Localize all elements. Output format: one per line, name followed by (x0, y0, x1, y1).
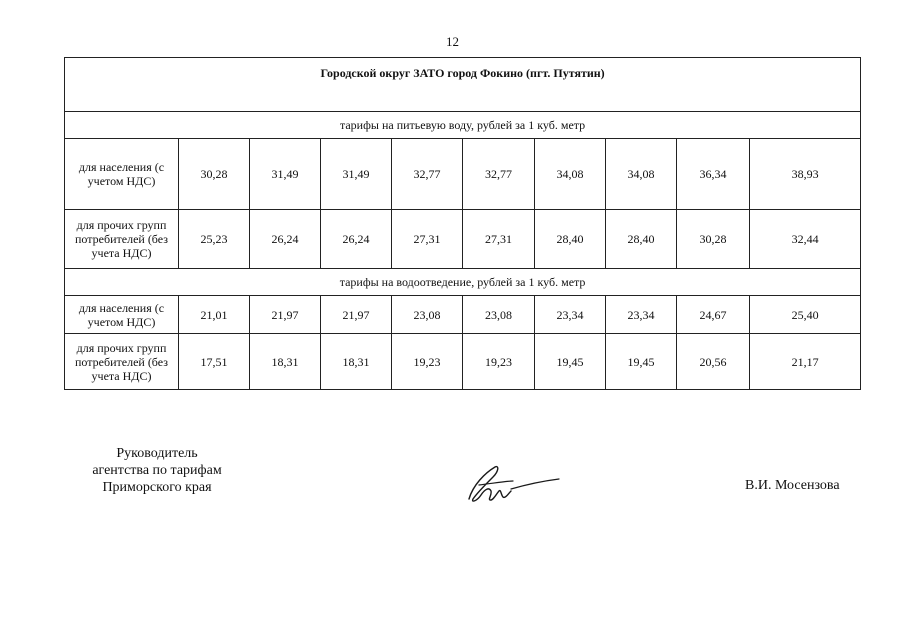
table-cell: 21,97 (321, 296, 392, 334)
table-row (65, 210, 861, 269)
table-cell: 26,24 (321, 210, 392, 269)
table-cell: 26,24 (250, 210, 321, 269)
signatory-title-line: агентства по тарифам (92, 463, 222, 478)
signatory-title-line: Руководитель (116, 446, 198, 461)
table-cell: 25,40 (750, 296, 861, 334)
table-cell: 24,67 (677, 296, 750, 334)
table-cell: 23,08 (463, 296, 535, 334)
section-heading-row (65, 112, 861, 139)
table-cell: 27,31 (392, 210, 463, 269)
table-cell: 32,44 (750, 210, 861, 269)
row-label: для прочих групп потребителей (без учета НДС) (65, 210, 179, 269)
table-cell: 34,08 (535, 139, 606, 210)
table-cell: 18,31 (250, 334, 321, 390)
table-cell: 21,17 (750, 334, 861, 390)
section-heading-wastewater: тарифы на водоотведение, рублей за 1 куб. метр (65, 269, 861, 296)
section-heading-row (65, 269, 861, 296)
table-cell: 34,08 (606, 139, 677, 210)
table-cell: 36,34 (677, 139, 750, 210)
table-cell: 32,77 (392, 139, 463, 210)
signatory-title-line: Приморского края (102, 480, 212, 495)
table-row (65, 296, 861, 334)
table-cell: 32,77 (463, 139, 535, 210)
table-cell: 27,31 (463, 210, 535, 269)
table-cell: 25,23 (179, 210, 250, 269)
table-row (65, 334, 861, 390)
row-label: для прочих групп потребителей (без учета НДС) (65, 334, 179, 390)
table-cell: 19,23 (463, 334, 535, 390)
table-title: Городской округ ЗАТО город Фокино (пгт. Путятин) (65, 58, 861, 112)
table-cell: 23,08 (392, 296, 463, 334)
table-cell: 28,40 (606, 210, 677, 269)
table-cell: 18,31 (321, 334, 392, 390)
row-label: для населения (с учетом НДС) (65, 296, 179, 334)
table-cell: 23,34 (606, 296, 677, 334)
table-title-row (65, 58, 861, 112)
table-cell: 30,28 (677, 210, 750, 269)
table-cell: 38,93 (750, 139, 861, 210)
table-cell: 21,01 (179, 296, 250, 334)
table-cell: 31,49 (250, 139, 321, 210)
table-cell: 30,28 (179, 139, 250, 210)
table-cell: 31,49 (321, 139, 392, 210)
tariff-table (64, 57, 861, 390)
table-cell: 20,56 (677, 334, 750, 390)
table-cell: 28,40 (535, 210, 606, 269)
table-cell: 19,23 (392, 334, 463, 390)
signatory-name: В.И. Мосензова (745, 478, 840, 493)
page-number: 12 (446, 34, 459, 49)
table-cell: 17,51 (179, 334, 250, 390)
handwritten-signature (455, 455, 565, 515)
table-cell: 21,97 (250, 296, 321, 334)
table-cell: 23,34 (535, 296, 606, 334)
table-cell: 19,45 (606, 334, 677, 390)
row-label: для населения (с учетом НДС) (65, 139, 179, 210)
signatory-title (72, 445, 242, 496)
section-heading-drinking-water: тарифы на питьевую воду, рублей за 1 куб. метр (65, 112, 861, 139)
table-row (65, 139, 861, 210)
table-cell: 19,45 (535, 334, 606, 390)
